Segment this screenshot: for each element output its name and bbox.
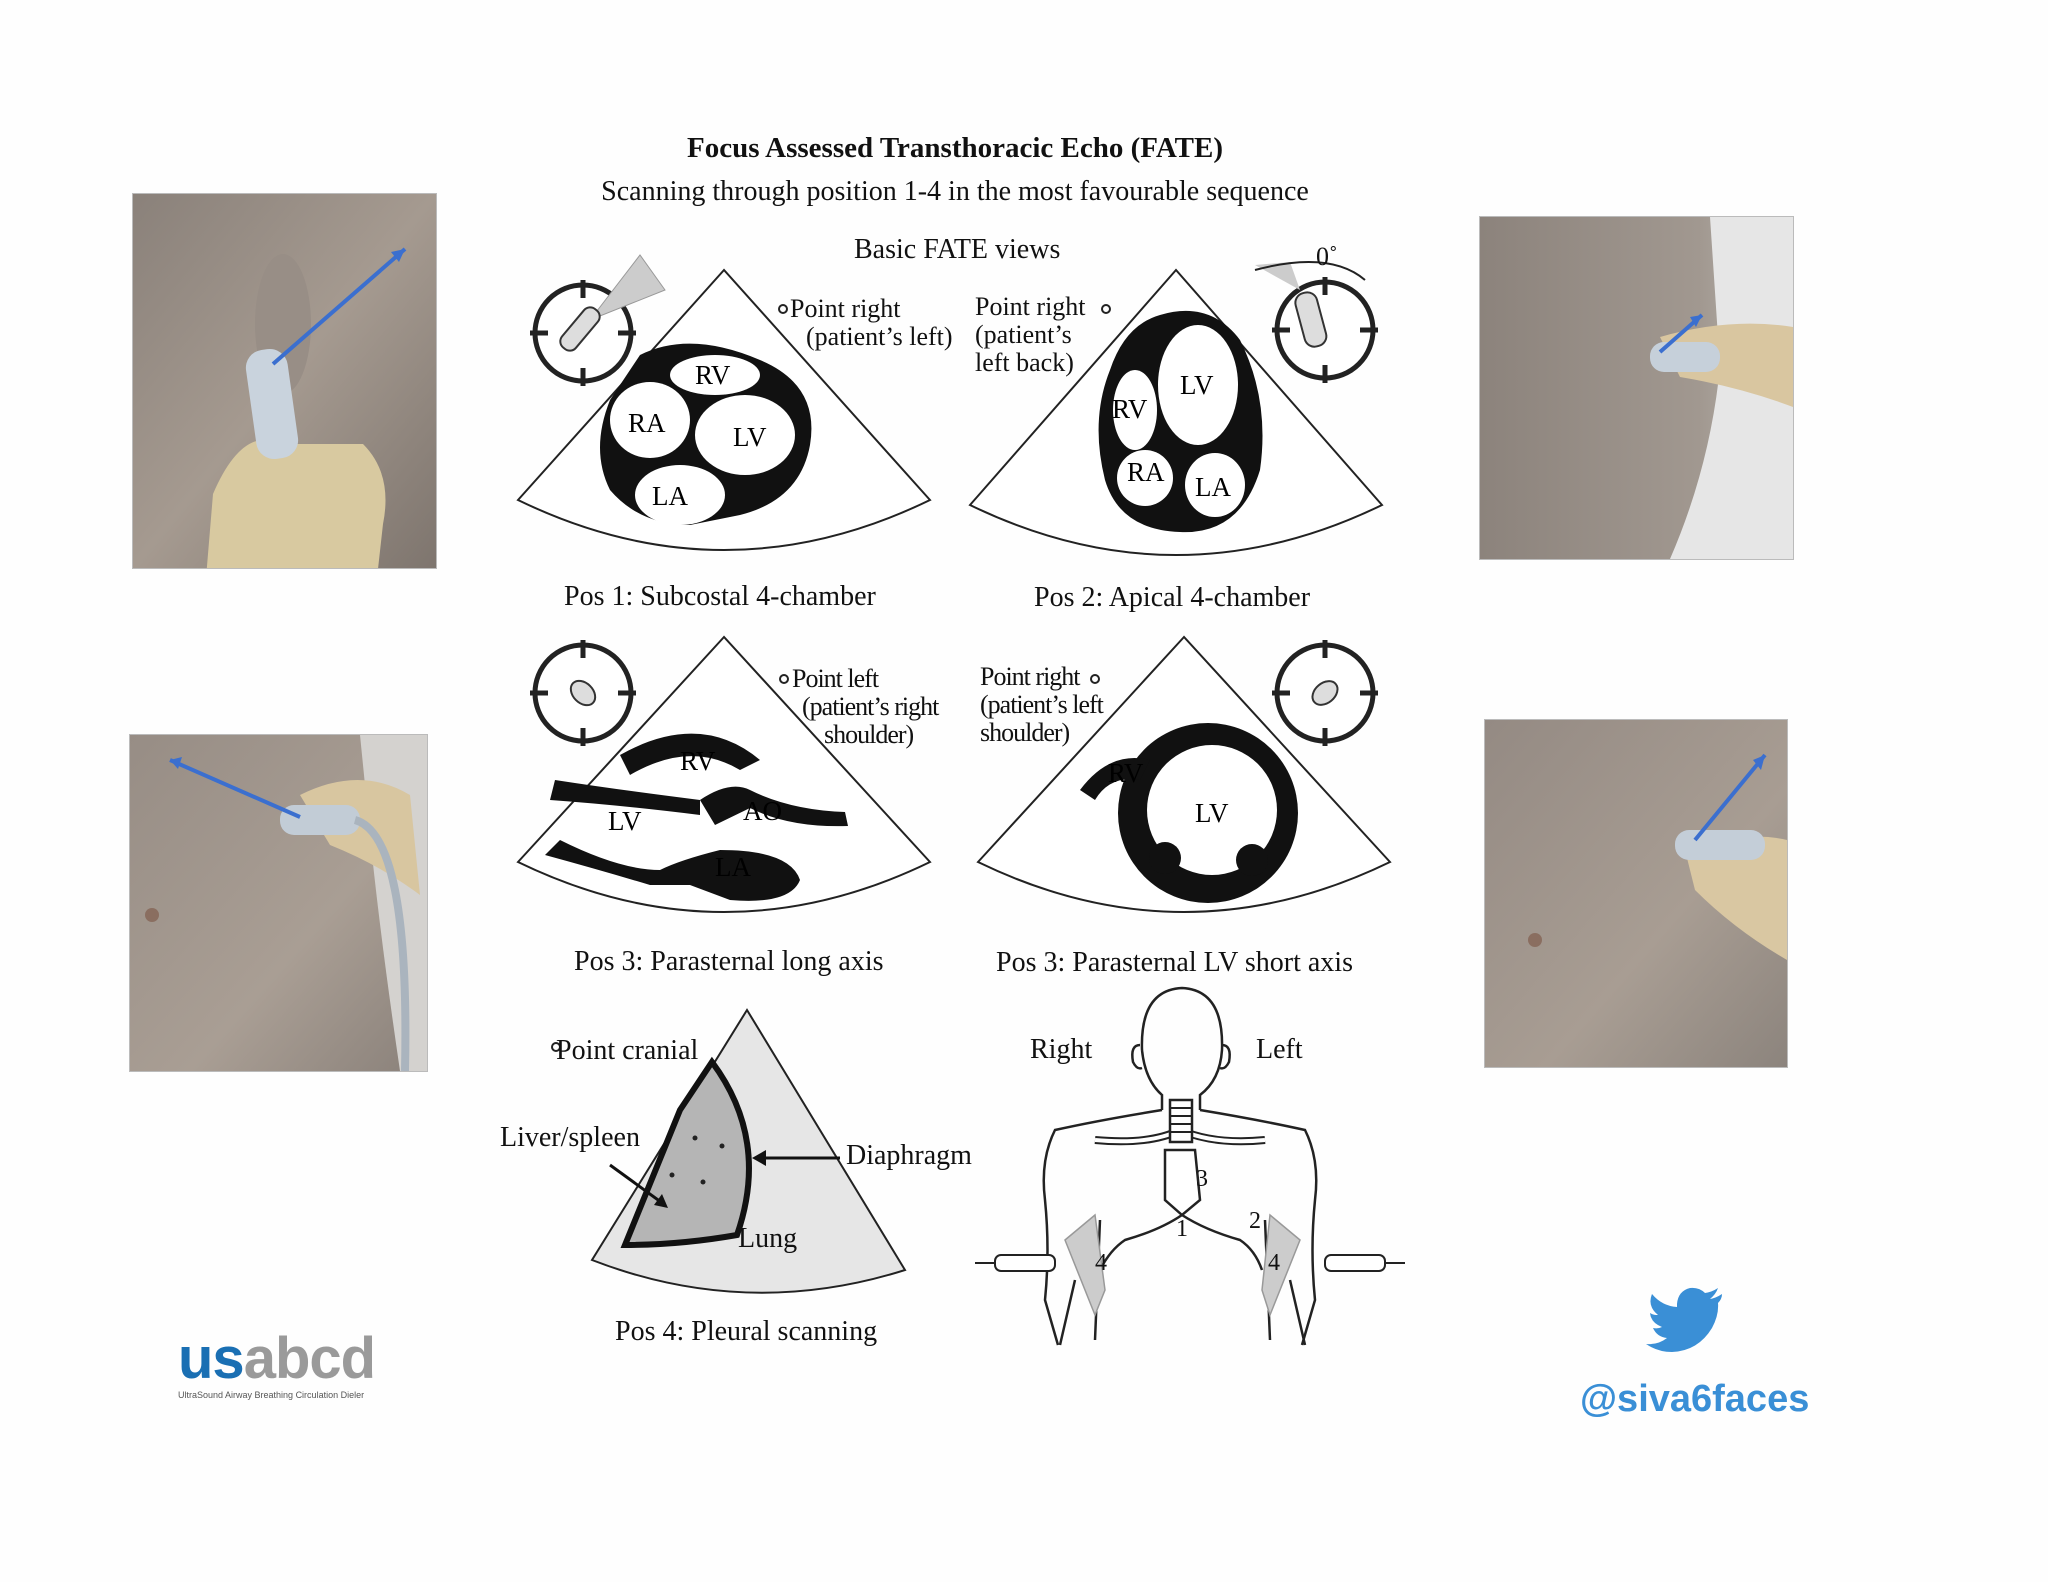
pos1-chamber-ra: RA (628, 408, 666, 438)
pos2-chamber-rv: RV (1112, 394, 1148, 424)
body-position-4-right: 4 (1095, 1250, 1107, 1276)
pos4-diaphragm-label: Diaphragm (846, 1140, 972, 1171)
pos4-liver-label: Liver/spleen (500, 1122, 640, 1153)
pos3l-chamber-ao: AO (743, 796, 782, 826)
pos3l-point-line2: (patient’s right (802, 692, 939, 721)
page-subtitle: Scanning through position 1-4 in the most favourable sequence (601, 176, 1309, 207)
body-position-3: 3 (1196, 1166, 1208, 1192)
page-title: Focus Assessed Transthoracic Echo (FATE) (687, 132, 1223, 164)
pos2-caption: Pos 2: Apical 4-chamber (1034, 582, 1311, 613)
pos3s-chamber-lv: LV (1195, 798, 1229, 828)
pos3l-point-line1: Point left (792, 664, 879, 693)
pos4-caption: Pos 4: Pleural scanning (615, 1316, 878, 1347)
pos2-chamber-ra: RA (1127, 457, 1165, 487)
pos4-lung-label: Lung (738, 1223, 798, 1254)
pos1-caption: Pos 1: Subcostal 4-chamber (564, 581, 876, 612)
pos1-chamber-rv: RV (695, 360, 731, 390)
pos3l-chamber-lv: LV (608, 806, 642, 836)
logo-subtitle: UltraSound Airway Breathing Circulation Dieler (178, 1390, 365, 1400)
pos3s-point-line3: shoulder) (980, 718, 1070, 747)
pos1-chamber-lv: LV (733, 422, 767, 452)
pos2-point-line3: left back) (975, 348, 1074, 377)
body-position-1: 1 (1176, 1216, 1188, 1242)
pos3s-chamber-rv: RV (1108, 758, 1144, 788)
pos2-angle: 0˚ (1316, 242, 1338, 271)
pos3l-chamber-rv: RV (680, 746, 716, 776)
pos4-point: Point cranial (556, 1035, 699, 1066)
pos2-point-line2: (patient’s (975, 320, 1072, 349)
body-left-label: Left (1256, 1034, 1303, 1065)
pos3l-chamber-la: LA (715, 852, 751, 882)
usabcd-logo: usabcd UltraSound Airway Breathing Circulation Dieler (178, 1326, 376, 1400)
pos3s-point-line2: (patient’s left (980, 690, 1103, 719)
body-right-label: Right (1030, 1034, 1093, 1065)
pos1-point-line1: Point right (790, 294, 901, 323)
pos3s-point-line1: Point right (980, 662, 1080, 691)
pos2-chamber-la: LA (1195, 472, 1231, 502)
pos2-chamber-lv: LV (1180, 370, 1214, 400)
pos3l-caption: Pos 3: Parasternal long axis (574, 946, 884, 977)
pos3l-point-line3: shoulder) (824, 720, 914, 749)
pos1-chamber-la: LA (652, 481, 688, 511)
body-position-4-left: 4 (1268, 1250, 1280, 1276)
section-heading: Basic FATE views (854, 234, 1061, 265)
pos3s-caption: Pos 3: Parasternal LV short axis (996, 947, 1353, 978)
twitter-handle[interactable]: @siva6faces (1580, 1378, 1810, 1420)
pos1-point-line2: (patient’s left) (806, 322, 953, 351)
body-position-2: 2 (1249, 1208, 1261, 1234)
pos2-point-line1: Point right (975, 292, 1086, 321)
twitter-bird-icon (1646, 1288, 1722, 1352)
